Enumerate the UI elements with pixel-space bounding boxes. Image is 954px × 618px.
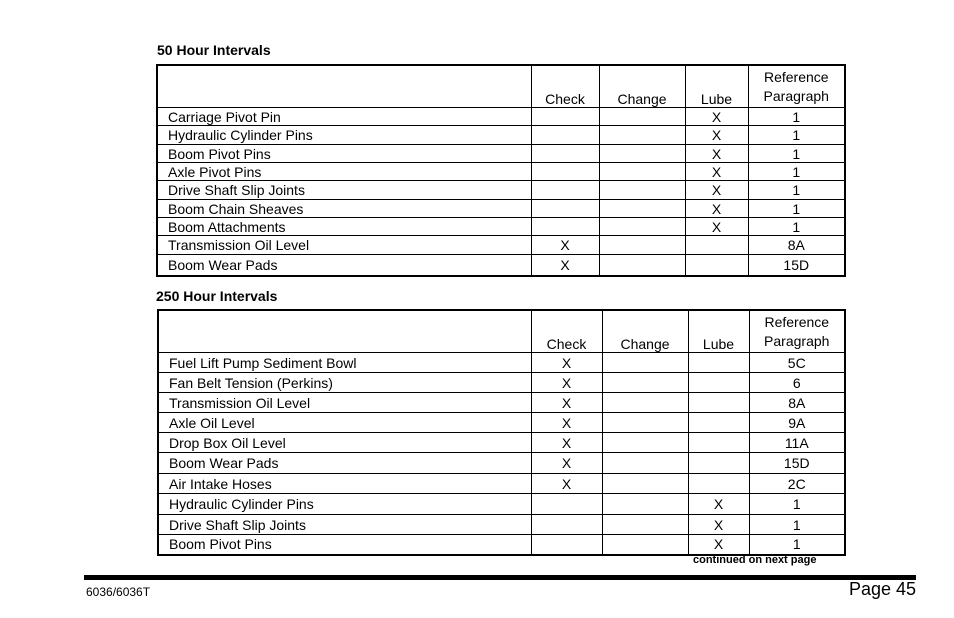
cell-check <box>531 126 599 145</box>
cell-change <box>602 453 688 474</box>
table-row <box>158 413 845 433</box>
cell-reference: 15D <box>749 453 845 474</box>
cell-reference: 8A <box>749 393 845 413</box>
continued-note: continued on next page <box>693 554 817 566</box>
cell-change <box>602 535 688 555</box>
table-row <box>157 126 845 145</box>
cell-item: Fuel Lift Pump Sediment Bowl <box>158 353 531 373</box>
cell-check: X <box>531 433 602 453</box>
section-title-250-hour: 250 Hour Intervals <box>156 288 278 304</box>
cell-reference: 1 <box>749 535 845 555</box>
cell-reference: 8A <box>748 236 845 255</box>
header-lube: Lube <box>685 65 748 108</box>
header-reference <box>749 310 845 353</box>
cell-item: Boom Wear Pads <box>157 255 531 276</box>
cell-check <box>531 515 602 535</box>
cell-item: Drive Shaft Slip Joints <box>158 515 531 535</box>
cell-change <box>602 433 688 453</box>
cell-lube <box>688 393 749 413</box>
table-row <box>157 163 845 181</box>
header-lube: Lube <box>688 310 749 353</box>
table-row <box>158 474 845 494</box>
cell-check: X <box>531 353 602 373</box>
header-check: Check <box>531 310 602 353</box>
cell-lube <box>685 255 748 276</box>
table-row <box>157 218 845 236</box>
cell-item: Hydraulic Cylinder Pins <box>158 494 531 515</box>
cell-item: Boom Wear Pads <box>158 453 531 474</box>
cell-change <box>602 515 688 535</box>
cell-item: Drive Shaft Slip Joints <box>157 181 531 200</box>
cell-item: Boom Chain Sheaves <box>157 200 531 218</box>
cell-reference: 6 <box>749 373 845 393</box>
cell-reference: 15D <box>748 255 845 276</box>
cell-item: Axle Oil Level <box>158 413 531 433</box>
cell-change <box>602 474 688 494</box>
cell-reference: 11A <box>749 433 845 453</box>
table-row <box>157 181 845 200</box>
cell-item: Fan Belt Tension (Perkins) <box>158 373 531 393</box>
header-reference-line1: Reference <box>764 314 830 330</box>
cell-item: Hydraulic Cylinder Pins <box>157 126 531 145</box>
table-row <box>158 353 845 373</box>
cell-lube <box>688 433 749 453</box>
maintenance-table-50-hour <box>156 64 846 277</box>
footer-model-number: 6036/6036T <box>86 585 151 599</box>
cell-lube <box>688 453 749 474</box>
cell-reference: 1 <box>749 515 845 535</box>
header-change: Change <box>599 65 685 108</box>
cell-check: X <box>531 474 602 494</box>
cell-lube: X <box>688 494 749 515</box>
cell-item: Transmission Oil Level <box>157 236 531 255</box>
table-row <box>158 373 845 393</box>
cell-reference: 1 <box>748 163 845 181</box>
footer-rule <box>84 575 916 580</box>
cell-reference: 5C <box>749 353 845 373</box>
cell-lube: X <box>685 200 748 218</box>
cell-check <box>531 200 599 218</box>
cell-change <box>599 108 685 126</box>
cell-item: Axle Pivot Pins <box>157 163 531 181</box>
cell-change <box>602 413 688 433</box>
header-check: Check <box>531 65 599 108</box>
section-title-50-hour: 50 Hour Intervals <box>157 42 271 58</box>
header-item <box>157 65 531 108</box>
footer-page-number: Page 45 <box>848 579 916 599</box>
maintenance-table-250-hour <box>157 309 846 556</box>
cell-lube: X <box>685 145 748 163</box>
cell-check <box>531 163 599 181</box>
cell-change <box>599 236 685 255</box>
header-reference-line2: Paragraph <box>763 88 829 104</box>
table-row <box>157 108 845 126</box>
cell-lube <box>688 413 749 433</box>
cell-lube: X <box>685 126 748 145</box>
cell-change <box>599 126 685 145</box>
header-reference-line2: Paragraph <box>764 333 830 349</box>
cell-check: X <box>531 236 599 255</box>
table-header-row <box>158 310 845 353</box>
table-row <box>158 433 845 453</box>
table-row <box>157 200 845 218</box>
cell-item: Air Intake Hoses <box>158 474 531 494</box>
cell-lube: X <box>685 108 748 126</box>
cell-lube <box>685 236 748 255</box>
cell-reference: 9A <box>749 413 845 433</box>
cell-lube: X <box>688 535 749 555</box>
table-row <box>157 236 845 255</box>
cell-reference: 1 <box>748 145 845 163</box>
cell-change <box>602 494 688 515</box>
cell-check: X <box>531 413 602 433</box>
cell-lube: X <box>685 181 748 200</box>
header-reference <box>748 65 845 108</box>
cell-reference: 1 <box>748 181 845 200</box>
table-row <box>157 255 845 276</box>
cell-check <box>531 145 599 163</box>
cell-check: X <box>531 255 599 276</box>
cell-change <box>599 200 685 218</box>
cell-item: Boom Attachments <box>157 218 531 236</box>
table-row <box>158 494 845 515</box>
table-header-row <box>157 65 845 108</box>
cell-change <box>599 255 685 276</box>
cell-reference: 1 <box>748 108 845 126</box>
cell-item: Carriage Pivot Pin <box>157 108 531 126</box>
cell-check: X <box>531 453 602 474</box>
cell-lube <box>688 353 749 373</box>
cell-check <box>531 535 602 555</box>
cell-change <box>602 353 688 373</box>
cell-item: Drop Box Oil Level <box>158 433 531 453</box>
cell-change <box>599 218 685 236</box>
header-reference-line1: Reference <box>763 69 829 85</box>
cell-change <box>602 393 688 413</box>
header-change: Change <box>602 310 688 353</box>
cell-item: Transmission Oil Level <box>158 393 531 413</box>
cell-lube <box>688 373 749 393</box>
cell-check <box>531 218 599 236</box>
cell-change <box>599 181 685 200</box>
table-row <box>158 515 845 535</box>
cell-item: Boom Pivot Pins <box>157 145 531 163</box>
cell-reference: 1 <box>748 126 845 145</box>
table-row <box>158 535 845 555</box>
cell-lube: X <box>685 163 748 181</box>
table-row <box>157 145 845 163</box>
table-row <box>158 453 845 474</box>
cell-check: X <box>531 393 602 413</box>
cell-reference: 1 <box>748 218 845 236</box>
cell-reference: 2C <box>749 474 845 494</box>
cell-lube <box>688 474 749 494</box>
cell-check <box>531 494 602 515</box>
cell-reference: 1 <box>749 494 845 515</box>
header-item <box>158 310 531 353</box>
cell-check <box>531 181 599 200</box>
cell-lube: X <box>685 218 748 236</box>
cell-item: Boom Pivot Pins <box>158 535 531 555</box>
cell-lube: X <box>688 515 749 535</box>
cell-reference: 1 <box>748 200 845 218</box>
cell-check <box>531 108 599 126</box>
cell-change <box>599 145 685 163</box>
cell-change <box>599 163 685 181</box>
table-row <box>158 393 845 413</box>
cell-check: X <box>531 373 602 393</box>
cell-change <box>602 373 688 393</box>
